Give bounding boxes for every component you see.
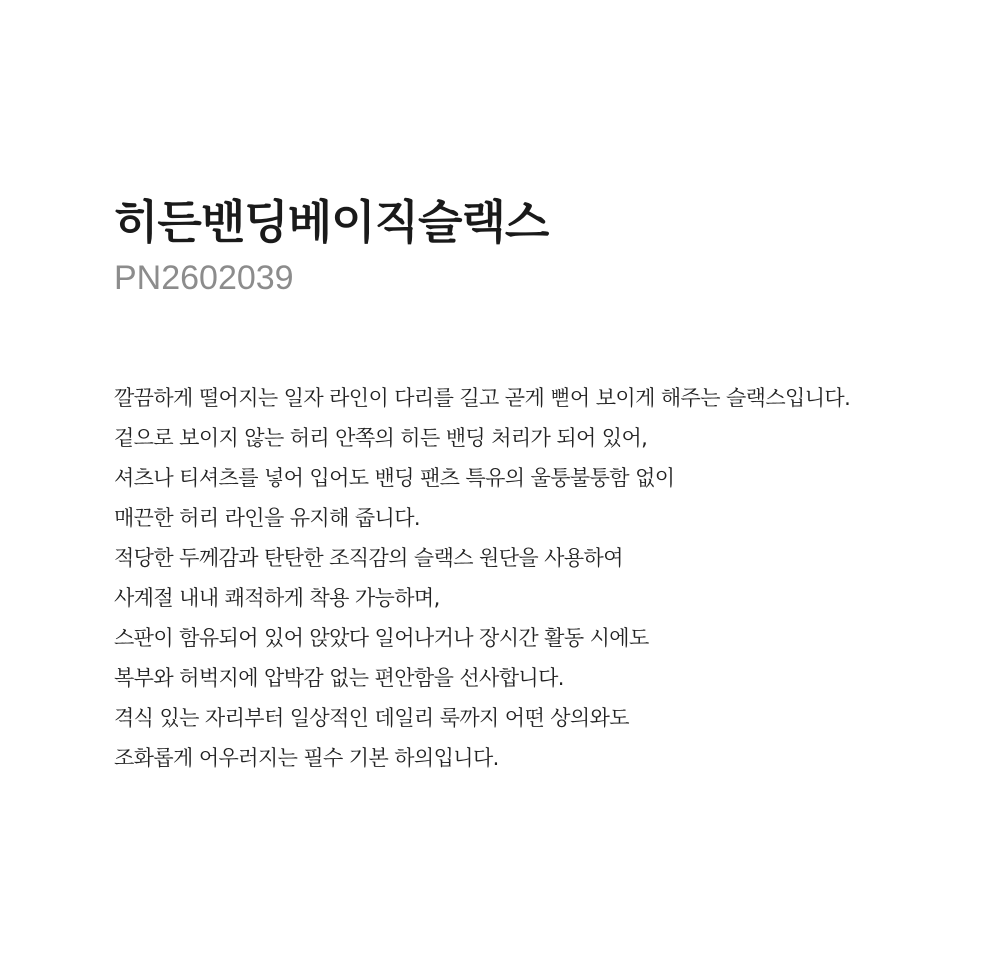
description-line: 조화롭게 어우러지는 필수 기본 하의입니다. [114,746,499,770]
description-line: 적당한 두께감과 탄탄한 조직감의 슬랙스 원단을 사용하여 [114,546,623,570]
description-line: 겉으로 보이지 않는 허리 안쪽의 히든 밴딩 처리가 되어 있어, [114,426,648,450]
description-line: 스판이 함유되어 있어 앉았다 일어나거나 장시간 활동 시에도 [114,626,649,650]
description-line: 매끈한 허리 라인을 유지해 줍니다. [114,506,420,530]
description-line: 격식 있는 자리부터 일상적인 데일리 룩까지 어떤 상의와도 [114,706,629,730]
description-line: 셔츠나 티셔츠를 넣어 입어도 밴딩 팬츠 특유의 울퉁불퉁함 없이 [114,466,675,490]
description-line: 깔끔하게 떨어지는 일자 라인이 다리를 길고 곧게 뻗어 보이게 해주는 슬랙스입니다. [114,386,851,410]
description-line: 사계절 내내 쾌적하게 착용 가능하며, [114,586,440,610]
description-line: 복부와 허벅지에 압박감 없는 편안함을 선사합니다. [114,666,564,690]
product-code: PN2602039 [114,259,294,297]
product-detail [114,190,974,778]
product-description [114,378,974,778]
product-title: 히든밴딩베이직슬랙스 [114,195,549,249]
